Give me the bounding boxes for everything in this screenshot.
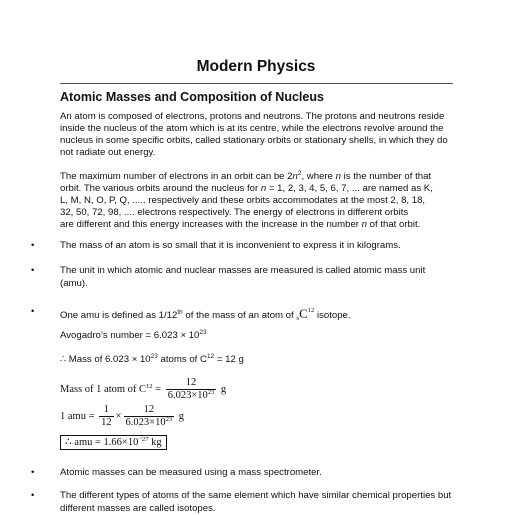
- bullet-marker: •: [31, 306, 35, 317]
- equation-one-amu: 1 amu = $\frac{1}{12}$ × $\frac{12}{6.023\times 10^{23}}$ g: [60, 404, 184, 428]
- equation-mass-one-atom: Mass of 1 atom of $C^{12}$ = $\frac{12}{6.023\times 10^{23}}$ g: [60, 377, 227, 401]
- bullet-mass-spectrometer: Atomic masses can be measured using a mass spectrometer.: [60, 467, 322, 478]
- fraction: $\frac{12}{6.023\times 10^{23}}$: [167, 377, 215, 401]
- orbit-line-2: orbit. The various orbits around the nucleus for n = 1, 2, 3, 4, 5, 6, 7, ... are named as K,: [60, 183, 433, 194]
- page-title: Modern Physics: [196, 58, 316, 75]
- orbit-line-5: are different and this energy increases with the increase in the number n of that orbit.: [60, 219, 421, 230]
- bullet-marker: •: [31, 265, 35, 276]
- title-divider: [60, 83, 453, 84]
- bullet-atom-mass: The mass of an atom is so small that it is inconvenient to express it in kilograms.: [60, 240, 401, 251]
- bullet-isotopes: The different types of atoms of the same element which have similar chemical properties but different masses are called isotopes.: [60, 490, 452, 514]
- mass-of-mole-line: ∴ Mass of $6.023 \times 10^{23}$ atoms of $C^{12} = 12$ g: [60, 353, 244, 365]
- fraction: $\frac{12}{6.023\times 10^{23}}$: [125, 404, 173, 428]
- bullet-amu-unit: The unit in which atomic and nuclear masses are measured is called atomic mass unit (amu).: [60, 265, 426, 289]
- orbit-line-1: The maximum number of electrons in an orbit can be $2n^2$, where n is the number of that: [60, 170, 432, 182]
- bullet-marker: •: [31, 467, 35, 478]
- bullet-marker: •: [31, 240, 35, 251]
- amu-result-box: ∴ amu = $1.66\times 10^{-27}$ kg: [60, 435, 167, 450]
- bullet-marker: •: [31, 490, 35, 501]
- carbon-isotope-symbol: $_6C^{12}$: [296, 306, 315, 322]
- orbit-paragraph: [60, 171, 460, 231]
- section-heading: Atomic Masses and Composition of Nucleus: [60, 90, 324, 104]
- orbit-line-3: L, M, N, O, P, Q, ..... respectively and these orbits accommodates at the most 2, 8, 18,: [60, 195, 426, 206]
- orbit-line-4: 32, 50, 72, 98, .... electrons respectively. The energy of electrons in different orbits: [60, 207, 409, 218]
- fraction: $\frac{1}{12}$: [101, 404, 112, 428]
- avogadro-number: Avogadro’s number = $6.023 \times 10^{23}$: [60, 329, 207, 341]
- intro-paragraph: An atom is composed of electrons, protons and neutrons. The protons and neutrons reside inside the nucleus of the atom which is at its centre, while the electrons revolve around the nucleus in some specific orbits, called stationary orbits or stationary shells, in which they do not radiate out energy.: [60, 111, 448, 158]
- bullet-amu-definition: One amu is defined as 1/12th of the mass of an atom of $_6C^{12}$ isotope.: [60, 306, 351, 322]
